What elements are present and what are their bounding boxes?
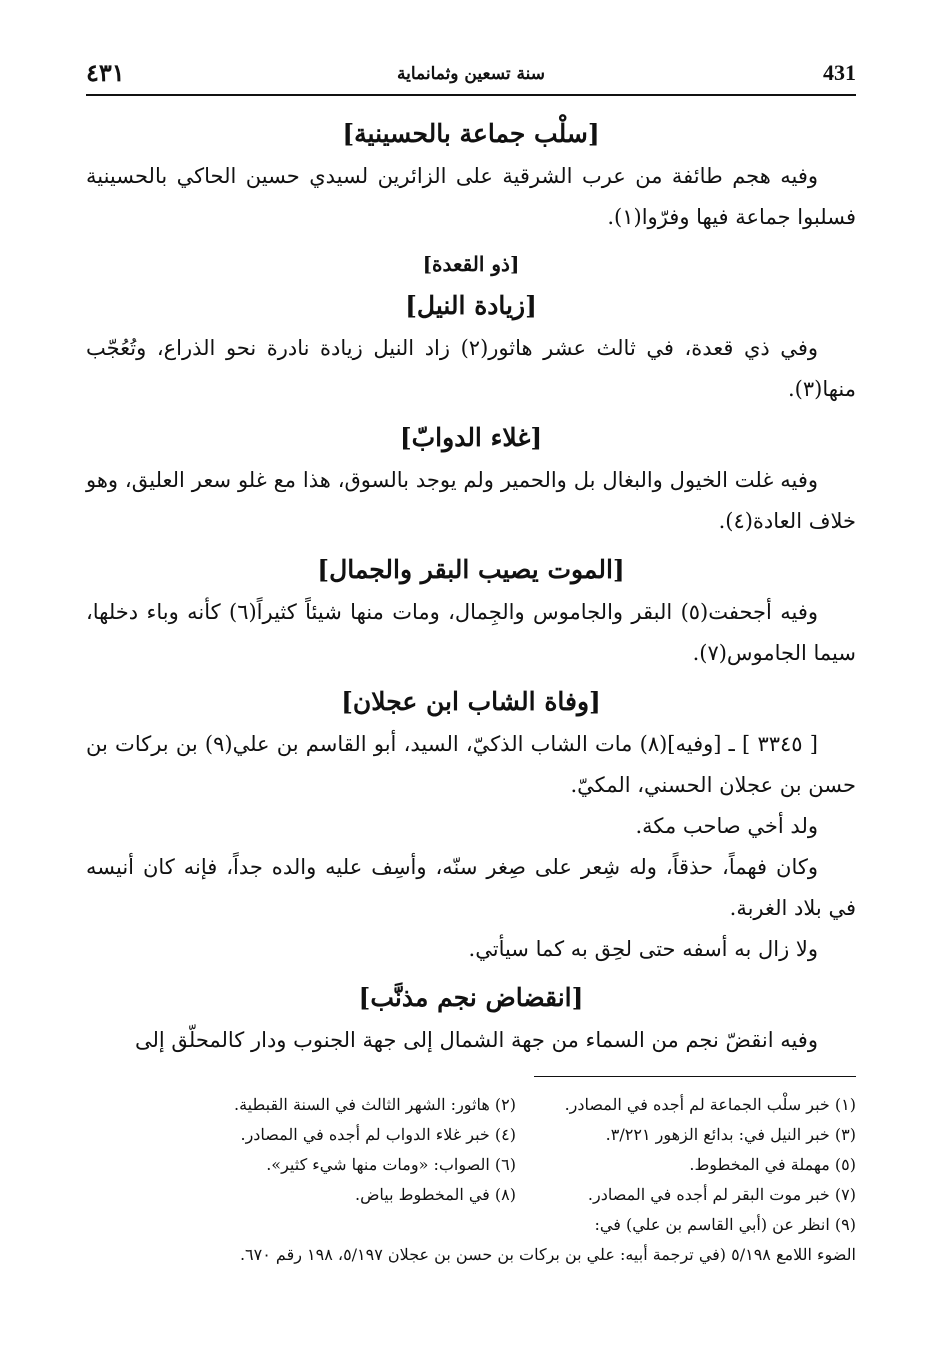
page-number-latin: 431 xyxy=(823,60,856,85)
footnote-divider xyxy=(534,1076,856,1077)
section-title: [الموت يصيب البقر والجمال] xyxy=(317,555,625,584)
section-title: [انقضاض نجم مذنَّب] xyxy=(358,983,584,1012)
paragraph: وكان فهماً، حذقاً، وله شِعر على صِغر سنّه، وأسِف عليه والده جداً، فإنه كان أنيسه في بلاد الغربة. xyxy=(86,855,856,920)
section-title: [سلْب جماعة بالحسينية] xyxy=(342,119,600,148)
biography-entry: [ ٣٣٤٥ ] ـ [وفيه](٨) مات الشاب الذكيّ، السيد، أبو القاسم بن علي(٩) بن بركات بن حسن بن عجلان الحسني، المكيّ. xyxy=(86,732,856,797)
main-text xyxy=(86,112,856,1061)
footnote-row xyxy=(86,1180,856,1210)
page-header xyxy=(86,58,856,96)
footnote: (٣) خبر النيل في: بدائع الزهور ٣/٢٢١. xyxy=(605,1125,856,1144)
paragraph: وفيه انقضّ نجم من السماء من جهة الشمال إلى جهة الجنوب ودار كالمحلّق إلى xyxy=(134,1028,818,1052)
paragraph: وفيه غلت الخيول والبغال بل والحمير ولم يوجد بالسوق، هذا مع غلو سعر العليق، وهو خلاف العادة(٤). xyxy=(86,468,856,533)
footnote-row xyxy=(86,1150,856,1180)
page-number-arabic: ٤٣١ xyxy=(86,58,125,87)
paragraph: ولد أخي صاحب مكة. xyxy=(635,814,818,838)
footnote: (٧) خبر موت البقر لم أجده في المصادر. xyxy=(587,1185,856,1204)
footnotes xyxy=(86,1090,856,1270)
paragraph: وفيه هجم طائفة من عرب الشرقية على الزائرين لسيدي حسين الحاكي بالحسينية فسلبوا جماعة فيها وفرّوا(١). xyxy=(86,164,856,229)
footnote: (٤) خبر غلاء الدواب لم أجده في المصادر. xyxy=(240,1125,516,1144)
section-title: [زيادة النيل] xyxy=(405,291,537,320)
paragraph: وفيه أجحفت(٥) البقر والجاموس والجِمال، ومات منها شيئاً كثيراً(٦) كأنه وباء دخلها، سيما الجاموس(٧). xyxy=(86,600,856,665)
month-heading: [ذو القعدة] xyxy=(422,252,520,276)
footnote: (٥) مهملة في المخطوط. xyxy=(689,1155,856,1174)
footnote-continuation: الضوء اللامع ٥/١٩٨ (في ترجمة أبيه: علي بن بركات بن حسن بن عجلان ٥/١٩٧، ١٩٨ رقم ٦٧٠. xyxy=(239,1245,856,1264)
paragraph: ولا زال به أسفه حتى لحِق به كما سيأتي. xyxy=(468,937,818,961)
footnote: (١) خبر سلْب الجماعة لم أجده في المصادر. xyxy=(564,1095,856,1114)
footnote: (٦) الصواب: «ومات منها شيء كثير». xyxy=(266,1155,516,1174)
footnote-row xyxy=(86,1090,856,1120)
paragraph: وفي ذي قعدة، في ثالث عشر هاثور(٢) زاد النيل زيادة نادرة نحو الذراع، وتُعُجّب منها(٣). xyxy=(86,336,856,401)
footnote: (٨) في المخطوط بياض. xyxy=(355,1185,516,1204)
footnote: (٩) انظر عن (أبي القاسم بن علي) في: xyxy=(594,1215,856,1234)
footnote-row xyxy=(86,1120,856,1150)
running-title: سنة تسعين وثمانماية xyxy=(396,64,546,84)
section-title: [غلاء الدوابّ] xyxy=(399,423,543,452)
section-title: [وفاة الشاب ابن عجلان] xyxy=(341,687,601,716)
footnote: (٢) هاثور: الشهر الثالث في السنة القبطية. xyxy=(234,1095,516,1114)
